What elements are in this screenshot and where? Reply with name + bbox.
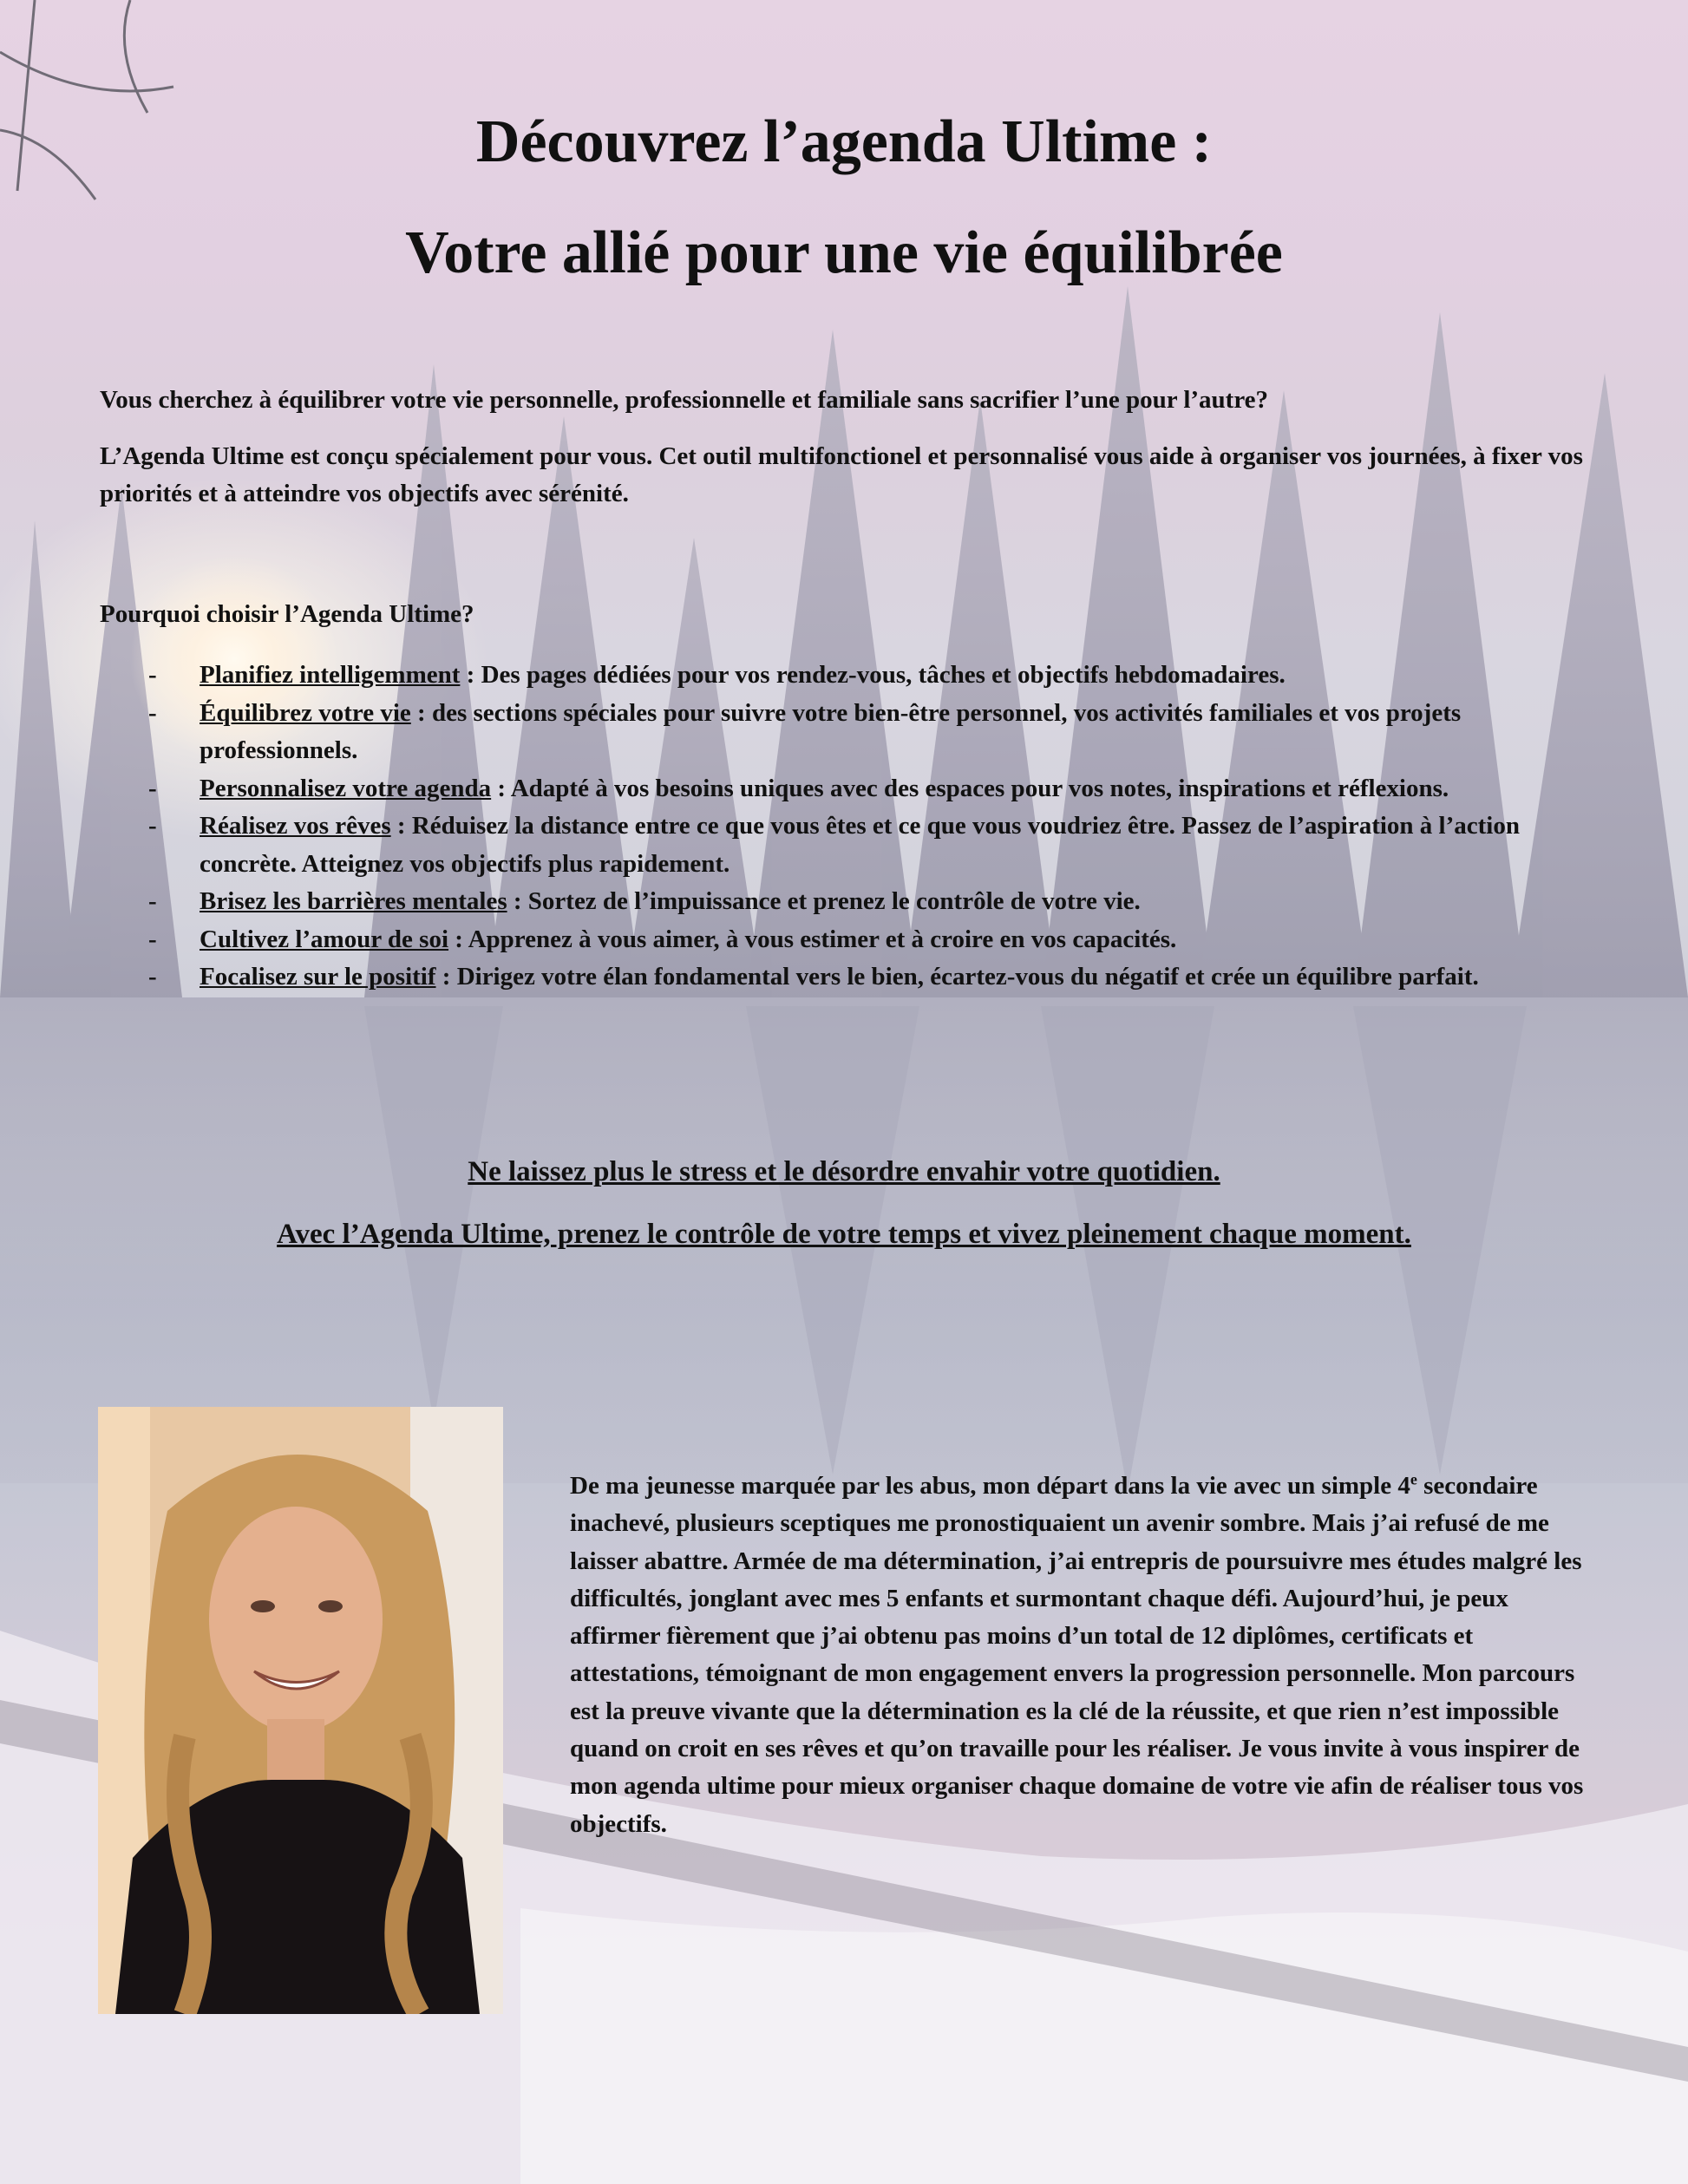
benefit-separator: : [507,887,528,915]
benefit-separator: : [460,661,481,689]
intro-question: Vous cherchez à équilibrer votre vie personnelle, professionnelle et familiale sans sacrifier l’une pour l’autre? [100,386,1269,414]
benefit-separator: : [435,963,457,991]
page-title-line-2: Votre allié pour une vie équilibrée [405,219,1283,286]
benefit-title: Brisez les barrières mentales [200,887,507,915]
list-item [100,770,1592,808]
bio-text-part-2: secondaire inachevé, plusieurs sceptiques me pronostiquaient un avenir sombre. Mais j’ai refusé de me laisser abattre. Armée de ma détermination, j’ai entrepris de poursuivre mes études malgré les difficultés, jonglant avec mes 5 enfants et surmontant chaque défi. Aujourd’hui, je peux affirmer fièrement que j’ai obtenu pas moins d’un total de 12 diplômes, certificats et attestations, témoignant de mon engagement envers la progression personnelle. Mon parcours est la preuve vivante que la détermination es la clé de la réussite, et que rien n’est impossible quand on croit en ses rêves et qu’on travaille pour les réaliser. Je vous invite à vous inspirer de mon agenda ultime pour mieux organiser chaque domaine de votre vie afin de réaliser tous vos objectifs. [570,1472,1584,1838]
benefit-title: Cultivez l’amour de soi [200,925,449,953]
benefit-title: Focalisez sur le positif [200,963,436,991]
benefit-text: Des pages dédiées pour vos rendez-vous, tâches et objectifs hebdomadaires. [481,661,1286,689]
intro-description: L’Agenda Ultime est conçu spécialement pour vous. Cet outil multifonctionel et personnalisé vous aide à organiser vos journées, à fixer vos priorités et à atteindre vos objectifs avec sérénité. [100,442,1583,507]
call-to-action-line-2: Avec l’Agenda Ultime, prenez le contrôle de votre temps et vivez pleinement chaque moment. [277,1219,1411,1250]
benefit-text: Réduisez la distance entre ce que vous êtes et ce que vous voudriez être. Passez de l’aspiration à l’action concrète. Atteignez vos objectifs plus rapidement. [200,812,1520,878]
benefit-separator: : [491,774,511,802]
benefit-separator: : [448,925,468,953]
bullet-dash: - [148,661,157,689]
benefit-text: Apprenez à vous aimer, à vous estimer et à croire en vos capacités. [468,925,1177,953]
benefit-text: Dirigez votre élan fondamental vers le bien, écartez-vous du négatif et crée un équilibre parfait. [456,963,1479,991]
bullet-dash: - [148,963,157,991]
author-biography [570,1468,1593,1843]
benefit-text: Sortez de l’impuissance et prenez le contrôle de votre vie. [527,887,1141,915]
benefit-text: des sections spéciales pour suivre votre bien-être personnel, vos activités familiales et vos projets professionnels. [200,698,1462,764]
why-heading: Pourquoi choisir l’Agenda Ultime? [100,600,474,628]
bullet-dash: - [148,698,157,727]
bio-text-part-1: De ma jeunesse marquée par les abus, mon départ dans la vie avec un simple 4 [570,1472,1410,1500]
author-photo [98,1407,503,2014]
call-to-action-line-1: Ne laissez plus le stress et le désordre envahir votre quotidien. [468,1156,1220,1187]
list-item [100,921,1592,959]
bullet-dash: - [148,774,157,802]
benefit-separator: : [410,698,432,727]
list-item [100,958,1592,997]
benefit-separator: : [390,812,412,840]
page-title-line-1: Découvrez l’agenda Ultime : [475,108,1213,175]
list-item [100,695,1592,770]
list-item [100,657,1592,695]
benefit-title: Équilibrez votre vie [200,698,411,727]
benefit-title: Personnalisez votre agenda [200,774,492,802]
benefits-list [100,657,1592,997]
bio-ordinal-superscript: e [1410,1470,1417,1488]
bullet-dash: - [148,887,157,915]
benefit-title: Réalisez vos rêves [200,812,391,840]
benefit-text: Adapté à vos besoins uniques avec des espaces pour vos notes, inspirations et réflexions. [510,774,1449,802]
list-item [100,883,1592,921]
list-item [100,808,1592,883]
author-portrait-illustration [98,1407,503,2014]
benefit-title: Planifiez intelligemment [200,661,461,689]
bullet-dash: - [148,925,157,953]
bullet-dash: - [148,812,157,840]
